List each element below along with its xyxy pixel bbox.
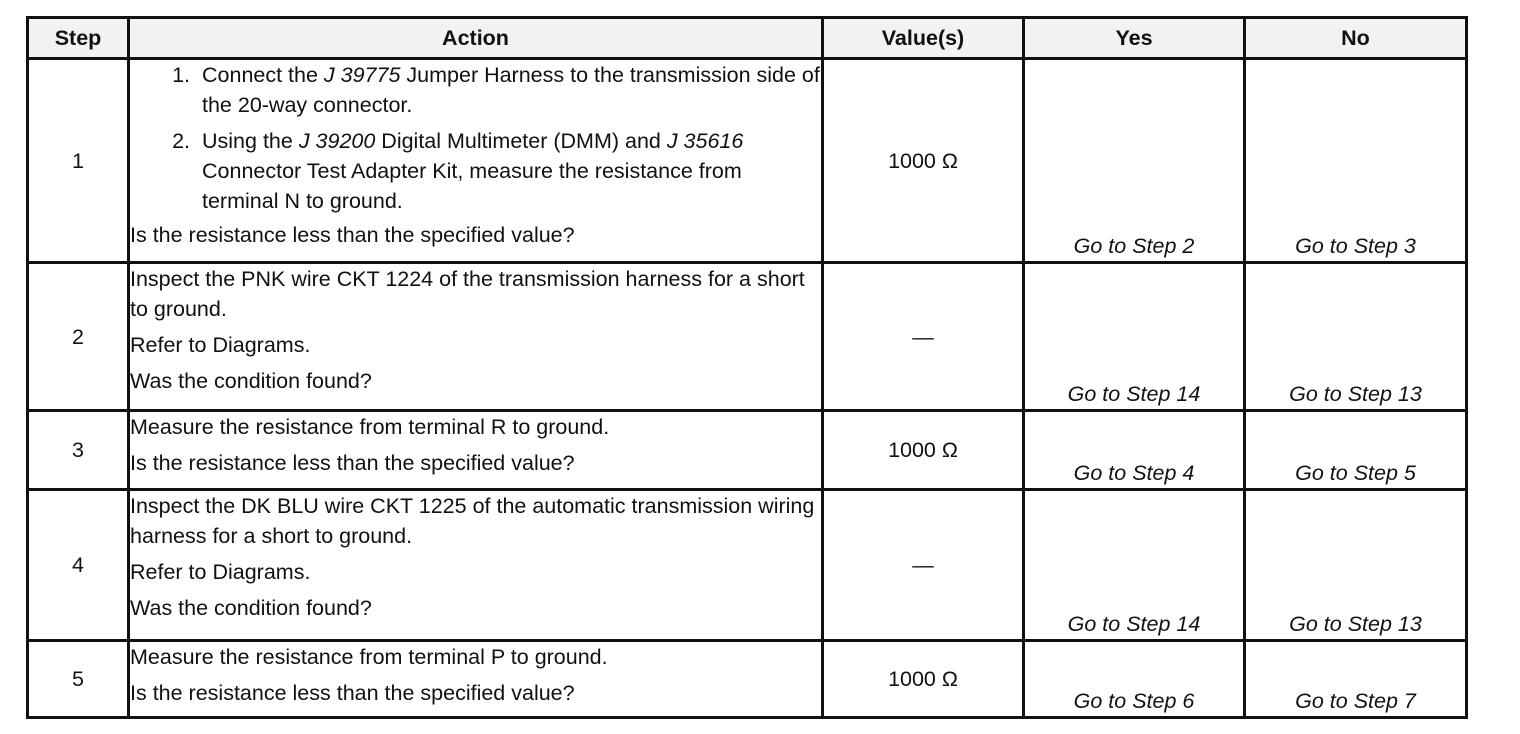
tool-number: J 39775 <box>323 63 401 87</box>
yes-result: Go to Step 14 <box>1024 263 1245 411</box>
action-substeps <box>130 60 821 216</box>
yes-result: Go to Step 4 <box>1024 411 1245 489</box>
no-result: Go to Step 5 <box>1245 411 1467 489</box>
spec-value: — <box>823 489 1024 640</box>
no-result: Go to Step 3 <box>1245 59 1467 263</box>
tool-number: J 39200 <box>298 129 376 153</box>
step-number: 2 <box>28 263 129 411</box>
action-cell <box>129 489 823 640</box>
action-text: Connector Test Adapter Kit, measure the resistance from terminal N to ground. <box>202 159 742 213</box>
action-question: Was the condition found? <box>130 369 372 394</box>
action-cell <box>129 411 823 489</box>
yes-result: Go to Step 14 <box>1024 489 1245 640</box>
step-number: 4 <box>28 489 129 640</box>
table-row <box>28 411 1467 489</box>
no-result: Go to Step 13 <box>1245 263 1467 411</box>
action-text: Inspect the DK BLU wire CKT 1225 of the automatic transmission wiring harness for a short to ground. <box>130 493 815 548</box>
action-cell <box>129 263 823 411</box>
table-row <box>28 640 1467 718</box>
action-text: Measure the resistance from terminal P to ground. <box>130 644 608 669</box>
step-number: 5 <box>28 640 129 718</box>
header-no: No <box>1245 18 1467 59</box>
header-step: Step <box>28 18 129 59</box>
header-action: Action <box>129 18 823 59</box>
action-cell <box>129 59 823 263</box>
action-question: Is the resistance less than the specified value? <box>130 223 575 247</box>
header-row <box>28 18 1467 59</box>
no-result: Go to Step 13 <box>1245 489 1467 640</box>
table-row <box>28 263 1467 411</box>
action-text: Jumper Harness to the transmission side of the 20-way connector. <box>202 63 820 117</box>
action-question: Is the resistance less than the specified value? <box>130 680 575 705</box>
spec-value: 1000 Ω <box>823 411 1024 489</box>
step-number: 1 <box>28 59 129 263</box>
tool-number: J 35616 <box>666 129 744 153</box>
action-text: Digital Multimeter (DMM) and <box>375 129 667 153</box>
action-text: Inspect the PNK wire CKT 1224 of the transmission harness for a short to ground. <box>130 267 805 322</box>
spec-value: 1000 Ω <box>823 59 1024 263</box>
action-cell <box>129 640 823 718</box>
action-question: Was the condition found? <box>130 595 372 620</box>
action-substep <box>196 60 821 120</box>
header-yes: Yes <box>1024 18 1245 59</box>
spec-value: 1000 Ω <box>823 640 1024 718</box>
spec-value: — <box>823 263 1024 411</box>
action-text: Measure the resistance from terminal R to ground. <box>130 415 610 440</box>
header-values: Value(s) <box>823 18 1024 59</box>
action-substep <box>196 126 821 216</box>
action-reference: Refer to Diagrams. <box>130 333 311 358</box>
action-question: Is the resistance less than the specified value? <box>130 451 575 476</box>
action-text: Using the <box>202 129 299 153</box>
diagnostic-table <box>26 16 1468 719</box>
step-number: 3 <box>28 411 129 489</box>
table-row <box>28 59 1467 263</box>
action-text: Connect the <box>202 63 324 87</box>
action-reference: Refer to Diagrams. <box>130 559 311 584</box>
no-result: Go to Step 7 <box>1245 640 1467 718</box>
yes-result: Go to Step 2 <box>1024 59 1245 263</box>
table-row <box>28 489 1467 640</box>
yes-result: Go to Step 6 <box>1024 640 1245 718</box>
